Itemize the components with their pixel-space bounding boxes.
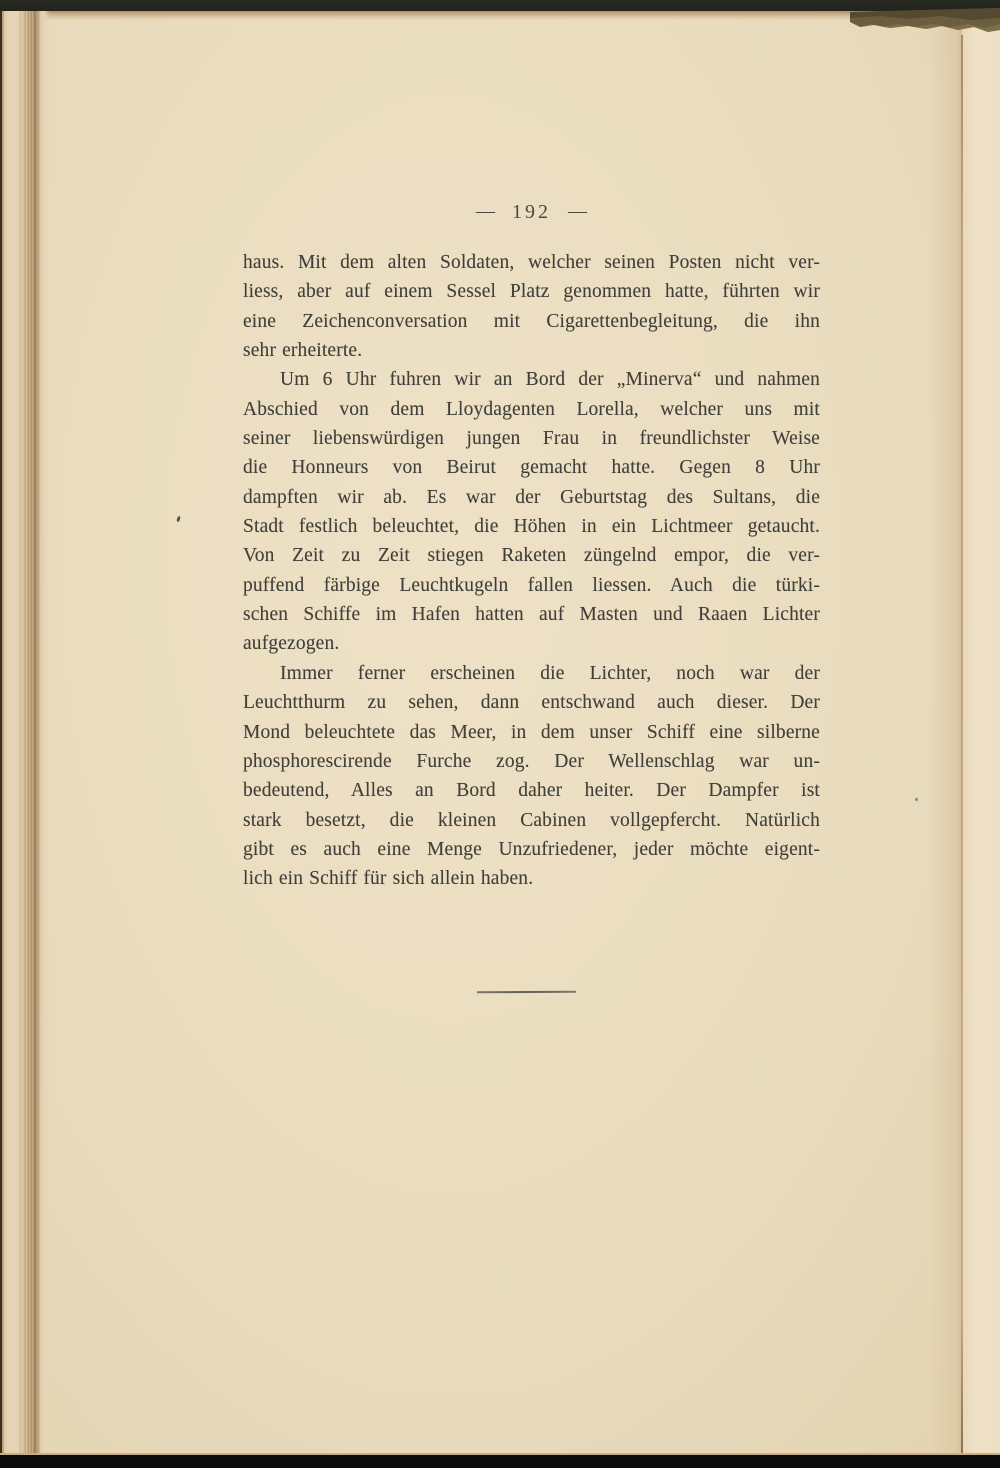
adjacent-page-strip xyxy=(962,25,1000,1453)
binding-tatter xyxy=(850,0,1000,38)
book-page xyxy=(0,11,1000,1453)
scan-background-bottom xyxy=(0,1451,1000,1468)
text-line: Stadt festlich beleuchtet, die Höhen in ein Lichtmeer getaucht. xyxy=(243,516,820,538)
text-line: puffend färbige Leuchtkugeln fallen liessen. Auch die türki- xyxy=(243,574,820,596)
text-line: Um 6 Uhr fuhren wir an Bord der „Minerva“ und nahmen xyxy=(280,369,820,391)
text-line: bedeutend, Alles an Bord daher heiter. Der Dampfer ist xyxy=(243,780,820,802)
text-line: die Honneurs von Beirut gemacht hatte. Gegen 8 Uhr xyxy=(243,457,820,479)
header-rule-right: — xyxy=(568,201,587,222)
text-line: Mond beleuchtete das Meer, in dem unser Schiff eine silberne xyxy=(243,721,820,743)
page-edge-stack xyxy=(0,11,50,1453)
paragraph xyxy=(243,365,820,658)
gutter-crease-line xyxy=(961,35,963,1453)
body-text xyxy=(243,248,820,894)
text-line: gibt es auch eine Menge Unzufriedener, jeder möchte eigent- xyxy=(243,838,820,860)
scan-speck xyxy=(915,798,918,801)
header-rule-left: — xyxy=(476,201,495,222)
page-number-header xyxy=(243,201,820,223)
binding-tatter-shape xyxy=(850,0,1000,38)
paragraph xyxy=(243,659,820,894)
text-line: Von Zeit zu Zeit stiegen Raketen züngelnd empor, die ver- xyxy=(243,545,820,567)
text-line: Abschied von dem Lloydagenten Lorella, welcher uns mit xyxy=(243,398,820,420)
scan-speck xyxy=(176,516,181,523)
section-divider-rule xyxy=(477,991,576,994)
text-line: Immer ferner erscheinen die Lichter, noch war der xyxy=(280,662,820,684)
text-line: phosphorescirende Furche zog. Der Wellenschlag war un- xyxy=(243,750,820,772)
text-line: aufgezogen. xyxy=(243,633,340,655)
text-line: lich ein Schiff für sich allein haben. xyxy=(243,868,534,890)
paragraph xyxy=(243,248,820,365)
text-line: dampften wir ab. Es war der Geburtstag des Sultans, die xyxy=(243,486,820,508)
text-line: sehr erheiterte. xyxy=(243,340,363,362)
text-line: liess, aber auf einem Sessel Platz genommen hatte, führten wir xyxy=(243,281,820,303)
text-line: Leuchtthurm zu sehen, dann entschwand auch dieser. Der xyxy=(243,692,820,714)
text-line: haus. Mit dem alten Soldaten, welcher seinen Posten nicht ver- xyxy=(243,252,820,273)
text-block xyxy=(243,201,820,894)
text-line: schen Schiffe im Hafen hatten auf Masten und Raaen Lichter xyxy=(243,604,820,626)
page-number: 192 xyxy=(512,201,551,223)
text-line: eine Zeichenconversation mit Cigarettenbegleitung, die ihn xyxy=(243,310,820,332)
gutter-shadow xyxy=(928,11,962,1453)
text-line: stark besetzt, die kleinen Cabinen vollgepfercht. Natürlich xyxy=(243,809,820,831)
text-line: seiner liebenswürdigen jungen Frau in freundlichster Weise xyxy=(243,428,820,450)
